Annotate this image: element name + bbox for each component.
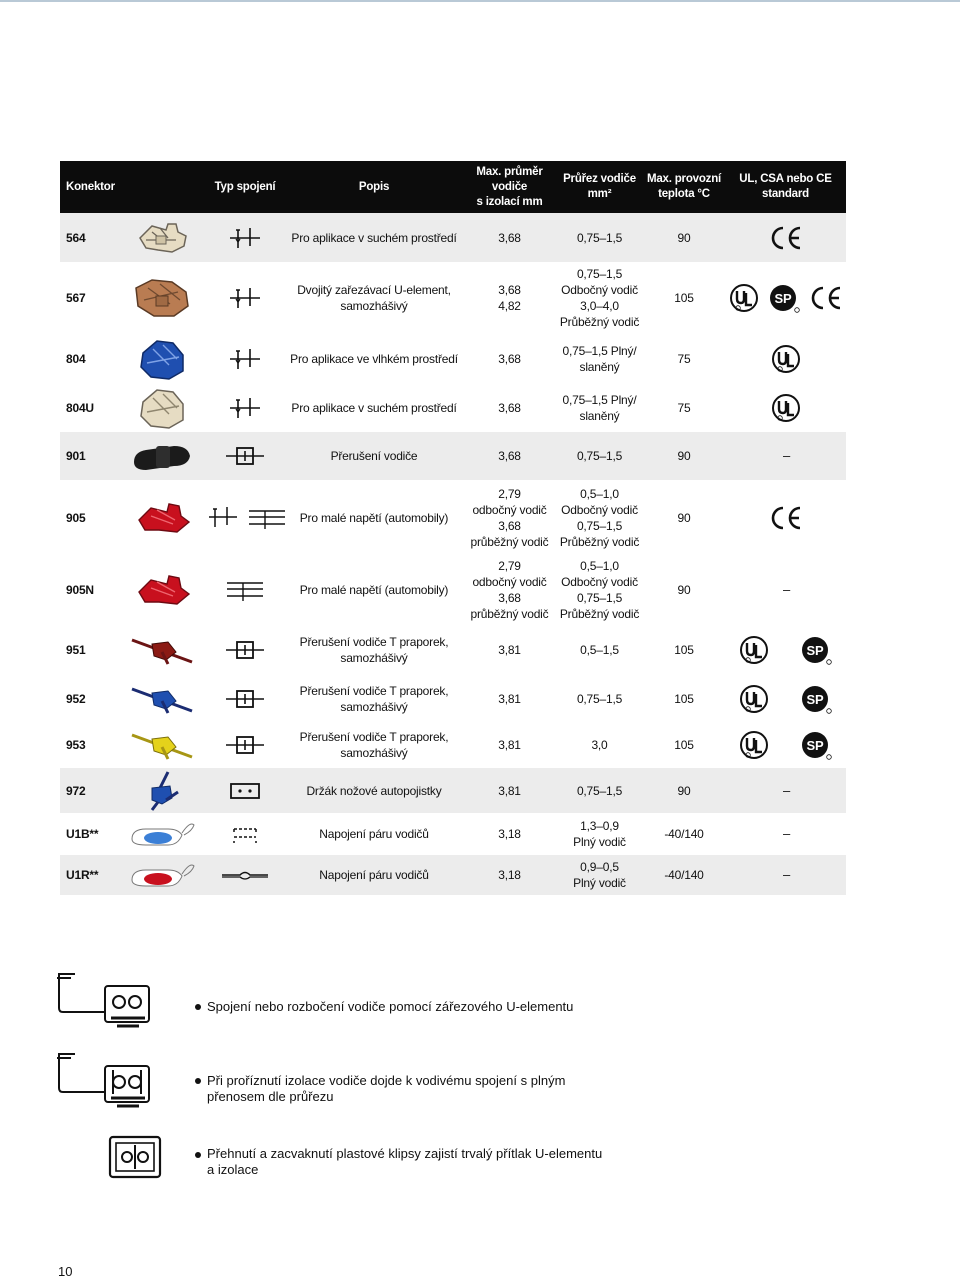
bullet-dot <box>195 1004 201 1010</box>
standard-cell <box>725 262 846 334</box>
standard-cell <box>725 480 846 555</box>
konektor-code: 972 <box>60 768 120 813</box>
max-temperature: 90 <box>643 213 725 262</box>
svg-text:SP: SP <box>774 291 791 306</box>
table-header-row <box>60 161 846 213</box>
connector-972-image <box>120 768 205 813</box>
popis-text: Dvojitý zařezávací U-element, samozhášivý <box>297 283 451 313</box>
connector-953-image <box>120 722 205 768</box>
splice-type-icon <box>205 334 285 384</box>
table-row <box>60 855 846 895</box>
konektor-code: 804 <box>66 352 86 366</box>
splice-type-icon <box>205 432 285 480</box>
cross-section: 1,3–0,9 Plný vodič <box>573 819 626 849</box>
max-diameter: 3,81 <box>498 738 521 752</box>
connector-951-image <box>120 625 205 675</box>
popis-text: Přerušení vodiče T praporek, samozhášivý <box>299 683 449 714</box>
max-diameter: 3,68 <box>463 213 556 262</box>
ce-mark-icon <box>809 285 843 311</box>
popis-text: Přerušení vodiče <box>285 432 463 480</box>
header-popis: Popis <box>285 161 463 213</box>
max-temperature: 105 <box>674 291 694 305</box>
u-element-diagram <box>55 968 165 1034</box>
max-diameter: 3,68 <box>498 401 521 415</box>
popis-text: Přerušení vodiče T praporek, samozhášivý <box>299 730 449 760</box>
max-diameter: 3,18 <box>463 855 556 895</box>
pair-splice-type-icon <box>205 813 285 855</box>
max-temperature: 90 <box>643 432 725 480</box>
table-row <box>60 722 846 768</box>
max-temperature: 105 <box>674 643 694 657</box>
max-temperature: 90 <box>677 583 691 597</box>
cross-section: 3,0 <box>591 738 608 752</box>
popis-text: Pro malé napětí (automobily) <box>299 583 449 597</box>
ul-mark-icon <box>729 283 759 313</box>
konektor-code: 953 <box>66 738 86 752</box>
splice-type-icon <box>205 480 285 555</box>
splice-type-icon <box>205 722 285 768</box>
header-teplota: Max. provozní teplota °C <box>643 161 725 213</box>
cross-section: 0,9–0,5 Plný vodič <box>556 855 643 895</box>
connector-804-image <box>120 334 205 384</box>
table-row <box>60 675 846 722</box>
cross-section: 0,75–1,5 <box>556 432 643 480</box>
connector-spec-table <box>60 161 846 895</box>
max-diameter: 3,68 <box>463 432 556 480</box>
csa-mark-icon <box>800 730 832 760</box>
max-temperature: -40/140 <box>643 855 725 895</box>
page-number: 10 <box>58 1264 73 1279</box>
standard-cell <box>725 334 846 384</box>
max-temperature: 105 <box>674 691 694 706</box>
connector-804u-image <box>120 384 205 432</box>
ul-mark-icon <box>771 344 801 374</box>
standard-cell: – <box>725 768 846 813</box>
popis-text: Držák nožové autopojistky <box>285 768 463 813</box>
table-row <box>60 334 846 384</box>
csa-mark-icon <box>800 684 832 714</box>
insulation-cut-diagram <box>55 1048 165 1114</box>
max-temperature: -40/140 <box>664 827 704 841</box>
top-rule <box>0 0 960 2</box>
popis-text: Pro aplikace v suchém prostředí <box>291 401 457 415</box>
max-temperature: 75 <box>677 401 691 415</box>
ul-mark-icon <box>739 635 769 665</box>
splice-type-icon <box>205 625 285 675</box>
header-max-prumer: Max. průměr vodiče s izolací mm <box>463 161 556 213</box>
bullet-item <box>55 968 855 1038</box>
popis-text: Napojení páru vodičů <box>319 827 429 841</box>
konektor-code: 952 <box>66 691 86 706</box>
ul-mark-icon <box>739 684 769 714</box>
bullet-text: Přehnutí a zacvaknutí plastové klipsy zajistí trvalý přítlak U-elementu a izolace <box>207 1146 603 1177</box>
standard-cell: – <box>725 855 846 895</box>
max-temperature: 105 <box>674 738 694 752</box>
konektor-code: U1B** <box>66 827 99 841</box>
table-row <box>60 555 846 625</box>
popis-text: Přerušení vodiče T praporek, samozhášivý <box>299 635 449 665</box>
cross-section: 0,5–1,5 <box>580 643 619 657</box>
table-row <box>60 480 846 555</box>
popis-text: Pro malé napětí (automobily) <box>299 510 449 525</box>
splice-type-icon <box>205 384 285 432</box>
connector-u1r-image <box>120 855 205 895</box>
svg-text:SP: SP <box>806 691 824 707</box>
standard-cell <box>725 213 846 262</box>
clip-closed-diagram <box>55 1133 165 1183</box>
konektor-code: 951 <box>66 643 86 657</box>
standard-cell <box>725 675 846 722</box>
ce-mark-icon <box>769 505 803 531</box>
ul-mark-icon <box>739 730 769 760</box>
cross-section: 0,75–1,5 <box>556 213 643 262</box>
header-konektor: Konektor <box>60 161 120 213</box>
konektor-code: U1R** <box>60 855 120 895</box>
ul-mark-icon <box>771 393 801 423</box>
connector-905-image <box>120 480 205 555</box>
standard-cell <box>725 625 846 675</box>
svg-text:SP: SP <box>806 643 824 658</box>
table-row <box>60 213 846 262</box>
connector-901-image <box>120 432 205 480</box>
popis-text: Pro aplikace v suchém prostředí <box>285 213 463 262</box>
standard-cell <box>725 384 846 432</box>
splice-type-icon <box>205 675 285 722</box>
konektor-code: 901 <box>60 432 120 480</box>
connector-567-image <box>120 262 205 334</box>
max-diameter: 2,79 odbočný vodič 3,68 průběžný vodič <box>470 486 549 549</box>
max-diameter: 3,68 <box>498 352 521 366</box>
max-temperature: 90 <box>677 510 691 525</box>
csa-mark-icon <box>800 635 832 665</box>
max-diameter: 3,68 4,82 <box>498 283 521 313</box>
popis-text: Napojení páru vodičů <box>285 855 463 895</box>
max-temperature: 90 <box>643 768 725 813</box>
max-diameter: 3,81 <box>463 768 556 813</box>
bullet-dot <box>195 1078 201 1084</box>
header-prurez: Průřez vodiče mm² <box>556 161 643 213</box>
max-diameter: 3,81 <box>498 691 521 706</box>
connector-952-image <box>120 675 205 722</box>
max-temperature: 75 <box>677 352 691 366</box>
standard-cell: – <box>725 432 846 480</box>
table-row <box>60 813 846 855</box>
max-diameter: 3,18 <box>498 827 521 841</box>
konektor-code: 905 <box>66 510 86 525</box>
table-row <box>60 625 846 675</box>
cross-section: 0,75–1,5 Plný/ slaněný <box>562 393 637 423</box>
splice-type-icon <box>205 262 285 334</box>
fuse-holder-type-icon <box>205 768 285 813</box>
table-row <box>60 768 846 813</box>
table-row <box>60 432 846 480</box>
csa-mark-icon <box>768 283 800 313</box>
connector-u1b-image <box>120 813 205 855</box>
connector-905n-image <box>120 555 205 625</box>
konektor-code: 564 <box>60 213 120 262</box>
splice-type-icon <box>205 213 285 262</box>
connector-564-image <box>120 213 205 262</box>
splice-type-icon <box>205 555 285 625</box>
table-row <box>60 262 846 334</box>
cross-section: 0,5–1,0 Odbočný vodič 0,75–1,5 Průběžný vodič <box>559 559 640 621</box>
header-typ: Typ spojení <box>205 161 285 213</box>
max-diameter: 3,81 <box>498 643 521 657</box>
max-diameter: 2,79 odbočný vodič 3,68 průběžný vodič <box>470 559 549 621</box>
popis-text: Pro aplikace ve vlhkém prostředí <box>290 352 458 366</box>
cross-section: 0,75–1,5 <box>556 768 643 813</box>
bullet-item <box>55 1048 855 1118</box>
standard-cell: – <box>782 826 790 841</box>
cross-section: 0,75–1,5 Odbočný vodič 3,0–4,0 Průběžný vodič <box>559 267 640 329</box>
bullet-text: Spojení nebo rozbočení vodiče pomocí zářezového U-elementu <box>207 999 574 1014</box>
cross-section: 0,5–1,0 Odbočný vodič 0,75–1,5 Průběžný vodič <box>559 486 640 549</box>
cross-section: 0,75–1,5 Plný/ slaněný <box>562 344 637 374</box>
table-row <box>60 384 846 432</box>
bullet-text: Při proříznutí izolace vodiče dojde k vodivému spojení s plným přenosem dle průřezu <box>207 1073 566 1104</box>
cross-section: 0,75–1,5 <box>576 691 623 706</box>
standard-cell <box>725 722 846 768</box>
bullet-dot <box>195 1152 201 1158</box>
konektor-code: 905N <box>66 583 94 597</box>
standard-cell: – <box>782 582 790 597</box>
header-image <box>120 161 205 213</box>
ce-mark-icon <box>769 225 803 251</box>
svg-text:SP: SP <box>806 738 824 753</box>
bullet-item <box>55 1133 855 1193</box>
pair-splice-type-icon <box>205 855 285 895</box>
konektor-code: 567 <box>66 291 86 305</box>
konektor-code: 804U <box>66 401 94 415</box>
header-standard: UL, CSA nebo CE standard <box>725 161 846 213</box>
